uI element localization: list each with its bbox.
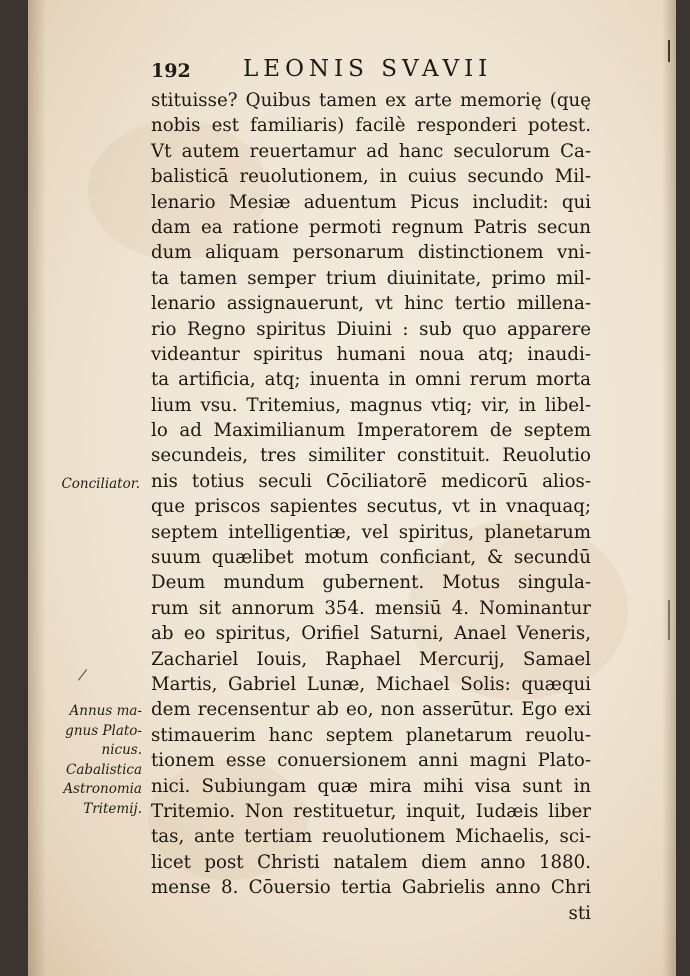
text-line: ab eo spiritus, Orifiel Saturni, Anael Veneris, xyxy=(151,623,591,645)
page-edge-mark xyxy=(668,40,670,62)
margin-note-line: nicus. xyxy=(101,742,142,758)
margin-note-line: Annus ma- xyxy=(69,703,142,719)
text-line: stituisse? Quibus tamen ex arte memorię (quę xyxy=(151,90,591,111)
text-line: nis totius seculi Cōciliatorē medicorū alios- xyxy=(151,470,591,492)
margin-note-line: gnus Plato- xyxy=(65,722,142,739)
text-line: dam ea ratione permoti regnum Patris secun xyxy=(151,216,591,238)
text-line: Tritemio. Non restituetur, inquit, Iudæis liber xyxy=(151,800,591,822)
text-line: rum sit annorum 354. mensiū 4. Nominantur xyxy=(151,597,591,619)
text-line: tionem esse conuersionem anni magni Plato- xyxy=(151,750,591,772)
text-line: que priscos sapientes secutus, vt in vnaquaq; xyxy=(151,496,591,518)
text-line: rio Regno spiritus Diuini : sub quo apparere xyxy=(151,318,591,340)
text-line: ta tamen semper trium diuinitate, primo mil- xyxy=(151,267,591,289)
margin-note-conciliator: Conciliator. xyxy=(61,476,140,492)
catchword: sti xyxy=(568,902,591,924)
body-text xyxy=(151,88,591,926)
text-line: lo ad Maximilianum Imperatorem de septem xyxy=(151,420,591,442)
text-line: septem intelligentiæ, vel spiritus, planetarum xyxy=(151,521,591,543)
text-line: stimauerim hanc septem planetarum reuolu- xyxy=(151,724,591,746)
text-line: secundeis, tres similiter constituit. Reuolutio xyxy=(151,445,591,467)
margin-pen-mark: / xyxy=(76,664,89,685)
text-line: Martis, Gabriel Lunæ, Michael Solis: quæqui xyxy=(151,673,591,695)
page-number: 192 xyxy=(151,60,191,82)
margin-note-line: Cabalistica xyxy=(66,761,142,778)
margin-note-line: Tritemij. xyxy=(83,800,142,817)
text-line: lium vsu. Tritemius, magnus vtiq; vir, in libel- xyxy=(151,394,591,416)
text-line: dum aliquam personarum distinctionem vni- xyxy=(151,242,591,264)
text-line: dem recensentur ab eo, non asserūtur. Ego exi xyxy=(151,699,591,721)
text-line: videantur spiritus humani noua atq; inaudi- xyxy=(151,343,591,365)
text-line: Deum mundum gubernent. Motus singula- xyxy=(151,572,591,594)
text-line: nici. Subiungam quæ mira mihi visa sunt in xyxy=(151,775,591,797)
text-line: lenario assignauerunt, vt hinc tertio millena- xyxy=(151,293,591,315)
page-edge-mark xyxy=(668,600,670,640)
text-line: tas, ante tertiam reuolutionem Michaelis, sci- xyxy=(151,826,591,848)
text-line: licet post Christi natalem diem anno 1880. xyxy=(151,851,591,873)
text-line: Zachariel Iouis, Raphael Mercurij, Samael xyxy=(151,648,591,670)
margin-note-annus-magnus xyxy=(30,702,142,819)
margin-note-line: Astronomia xyxy=(63,781,142,797)
text-line: balisticā reuolutionem, in cuius secundo Mil- xyxy=(151,166,591,188)
text-line: ta artificia, atq; inuenta in omni rerum morta xyxy=(151,369,591,391)
page-header xyxy=(151,56,571,86)
text-line: nobis est familiaris) facilè responderi potest. xyxy=(151,115,591,137)
text-line: mense 8. Cōuersio tertia Gabrielis anno Chri xyxy=(151,877,591,899)
text-line: lenario Mesiæ aduentum Picus includit: qui xyxy=(151,191,591,213)
running-head: LEONIS SVAVII xyxy=(243,56,493,82)
text-line: Vt autem reuertamur ad hanc seculorum Ca- xyxy=(151,140,591,162)
text-line: suum quælibet motum conficiant, & secundū xyxy=(151,547,591,569)
